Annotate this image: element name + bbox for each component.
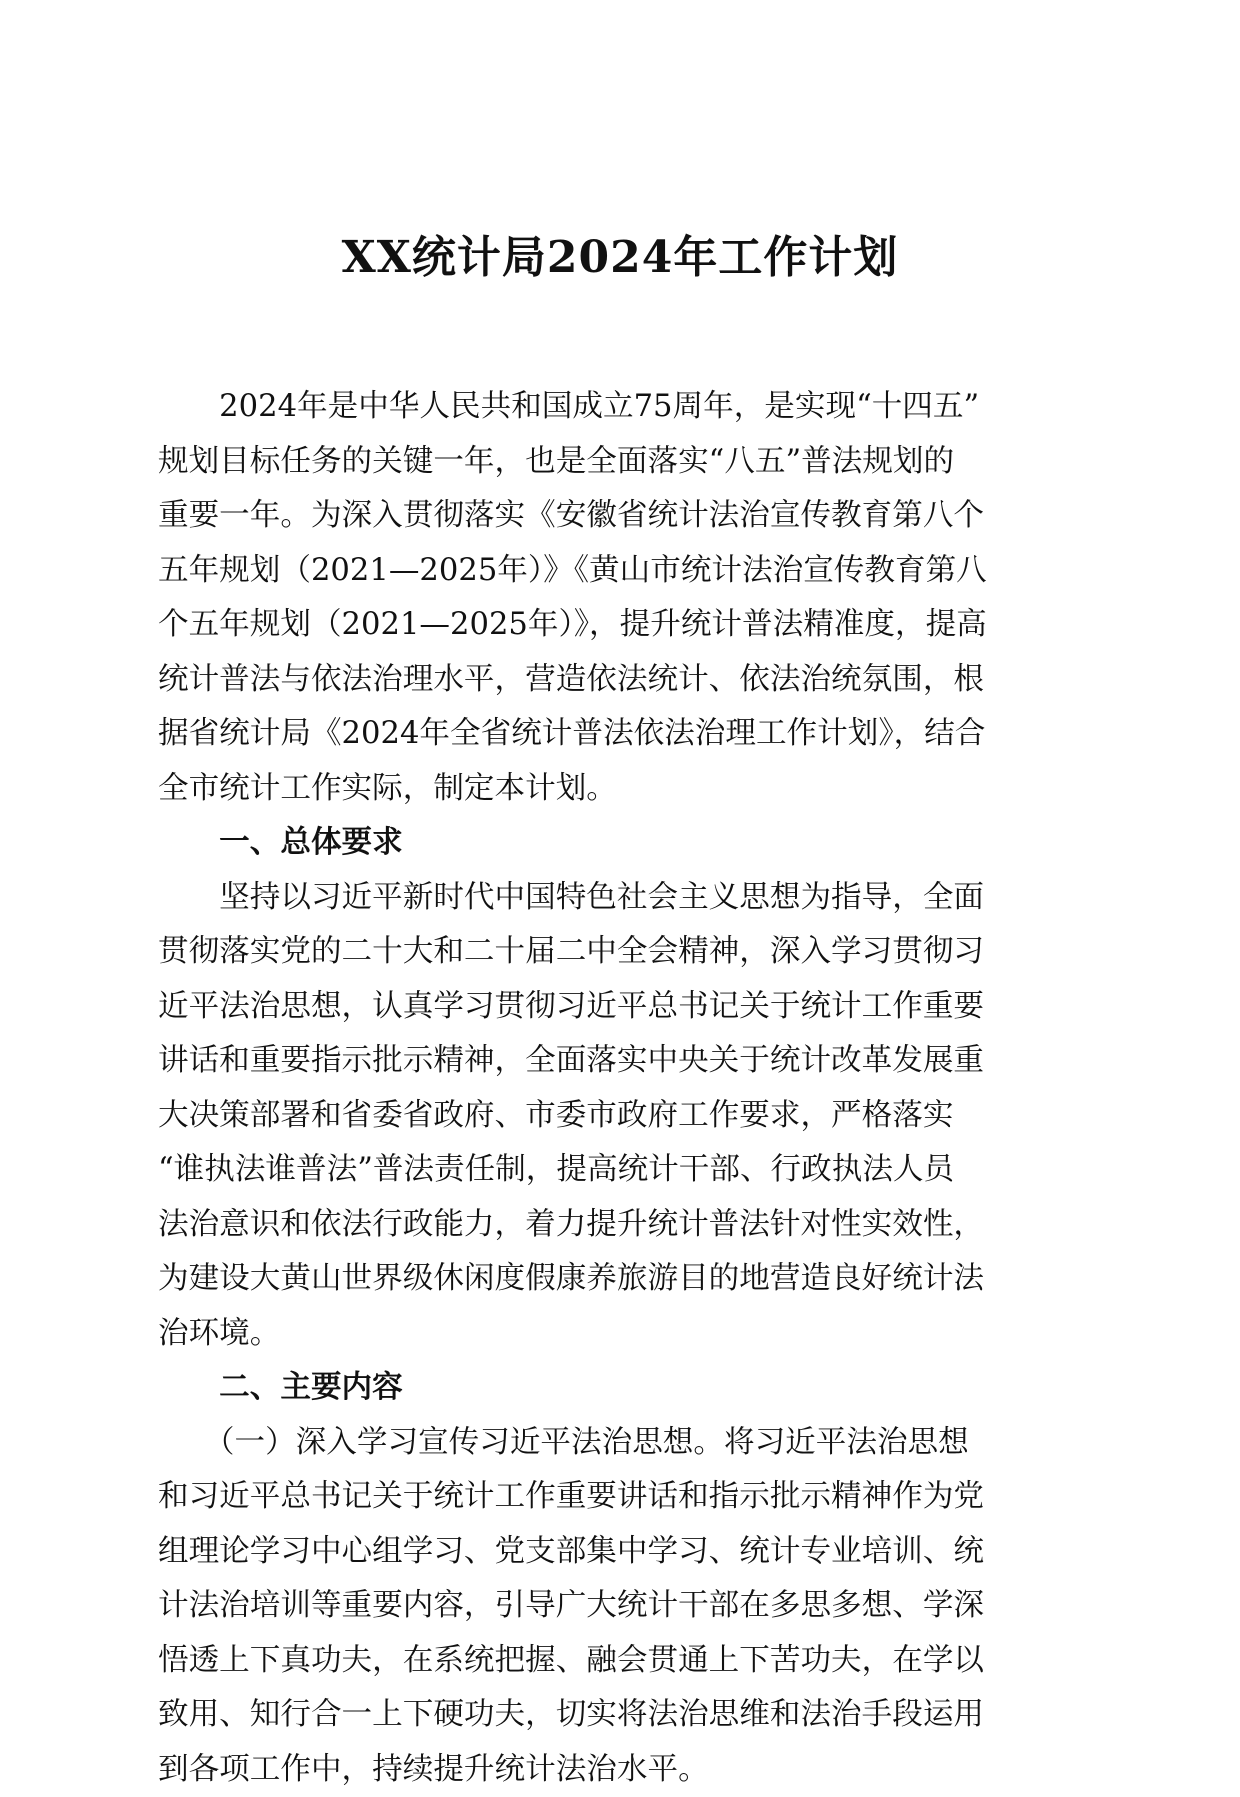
paragraph-line: 为建设大黄山世界级休闲度假康养旅游目的地营造良好统计法 bbox=[158, 1252, 1076, 1307]
paragraph-line: 讲话和重要指示批示精神，全面落实中央关于统计改革发展重 bbox=[158, 1034, 1076, 1089]
document-body bbox=[158, 380, 1076, 1797]
paragraph-line: （一）深入学习宣传习近平法治思想。将习近平法治思想 bbox=[158, 1416, 1076, 1471]
paragraph-line: 个五年规划（2021—2025年）》，提升统计普法精准度，提高 bbox=[158, 598, 1076, 653]
paragraph-line: 和习近平总书记关于统计工作重要讲话和指示批示精神作为党 bbox=[158, 1470, 1076, 1525]
paragraph-line: 到各项工作中，持续提升统计法治水平。 bbox=[158, 1743, 1076, 1797]
paragraph-line: 致用、知行合一上下硬功夫，切实将法治思维和法治手段运用 bbox=[158, 1688, 1076, 1743]
paragraph-line: 大决策部署和省委省政府、市委市政府工作要求，严格落实 bbox=[158, 1089, 1076, 1144]
paragraph-line: 2024年是中华人民共和国成立75周年，是实现“十四五” bbox=[158, 380, 1076, 435]
paragraph-line: 悟透上下真功夫，在系统把握、融会贯通上下苦功夫，在学以 bbox=[158, 1634, 1076, 1689]
paragraph-line: 法治意识和依法行政能力，着力提升统计普法针对性实效性， bbox=[158, 1198, 1076, 1253]
paragraph-line: 据省统计局《2024年全省统计普法依法治理工作计划》，结合 bbox=[158, 707, 1076, 762]
paragraph-line: 组理论学习中心组学习、党支部集中学习、统计专业培训、统 bbox=[158, 1525, 1076, 1580]
paragraph-line: 近平法治思想，认真学习贯彻习近平总书记关于统计工作重要 bbox=[158, 980, 1076, 1035]
paragraph-line: 贯彻落实党的二十大和二十届二中全会精神，深入学习贯彻习 bbox=[158, 925, 1076, 980]
document-title: XX统计局2024年工作计划 bbox=[0, 228, 1240, 288]
paragraph-line: 坚持以习近平新时代中国特色社会主义思想为指导，全面 bbox=[158, 871, 1076, 926]
paragraph-line: 治环境。 bbox=[158, 1307, 1076, 1362]
paragraph-line: 重要一年。为深入贯彻落实《安徽省统计法治宣传教育第八个 bbox=[158, 489, 1076, 544]
paragraph-line: 全市统计工作实际，制定本计划。 bbox=[158, 762, 1076, 817]
paragraph-line: 五年规划（2021—2025年）》《黄山市统计法治宣传教育第八 bbox=[158, 544, 1076, 599]
paragraph-line: “谁执法谁普法”普法责任制，提高统计干部、行政执法人员 bbox=[158, 1143, 1076, 1198]
paragraph-line: 规划目标任务的关键一年，也是全面落实“八五”普法规划的 bbox=[158, 435, 1076, 490]
section-heading-general-requirements: 一、总体要求 bbox=[158, 816, 1076, 871]
paragraph-line: 计法治培训等重要内容，引导广大统计干部在多思多想、学深 bbox=[158, 1579, 1076, 1634]
paragraph-line: 统计普法与依法治理水平，营造依法统计、依法治统氛围，根 bbox=[158, 653, 1076, 708]
section-heading-main-content: 二、主要内容 bbox=[158, 1361, 1076, 1416]
